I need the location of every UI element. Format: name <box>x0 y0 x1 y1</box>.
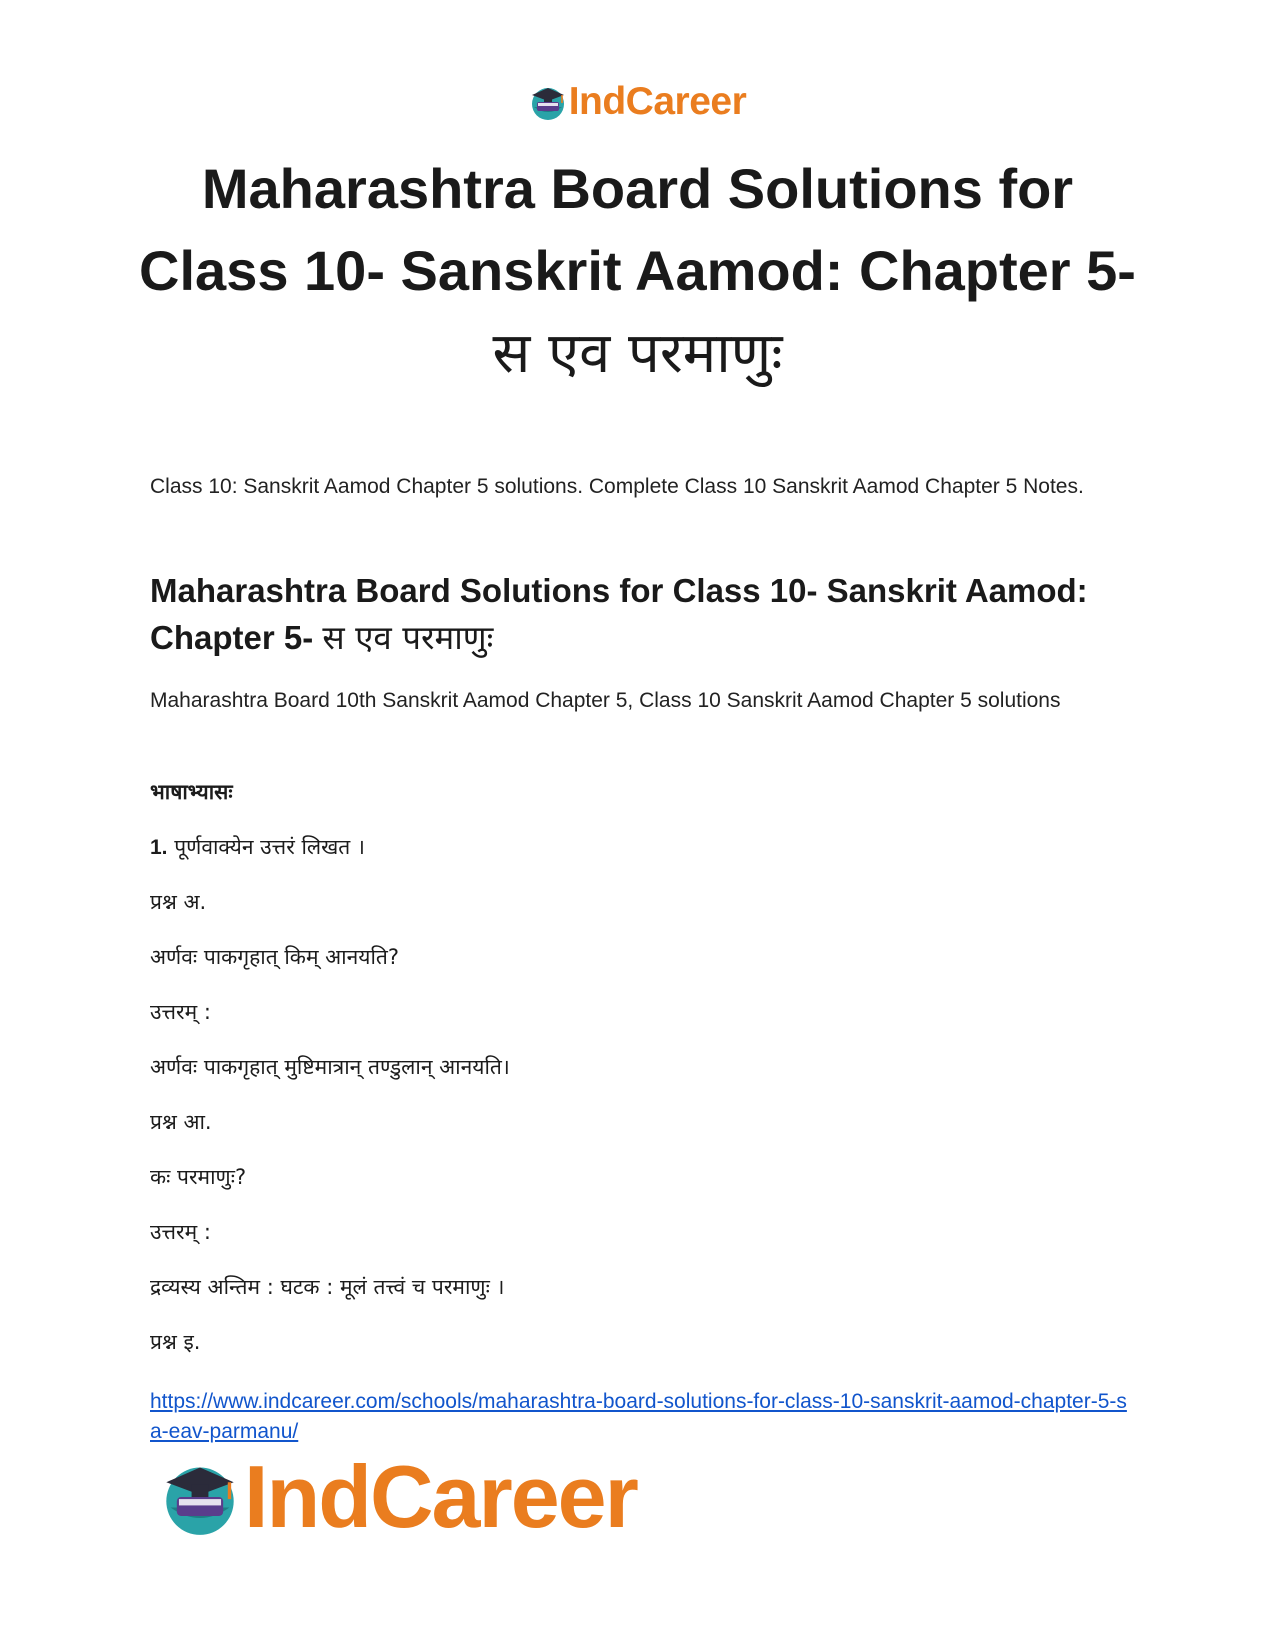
answer-a: अर्णवः पाकगृहात् मुष्टिमात्रान् तण्डुलान् आनयति। <box>150 1055 510 1079</box>
logo-text: IndCareer <box>568 80 747 123</box>
question-1 <box>150 832 1135 863</box>
section-heading-deva: स एव परमाणुः <box>322 618 494 657</box>
question-1-text: पूर्णवाक्येन उत्तरं लिखत । <box>174 835 365 859</box>
uttaram-a: उत्तरम् : <box>150 1000 211 1024</box>
intro-paragraph: Class 10: Sanskrit Aamod Chapter 5 solutions. Complete Class 10 Sanskrit Aamod Chapter 5 Notes. <box>150 475 1084 498</box>
prashna-aa: प्रश्न आ. <box>150 1110 212 1134</box>
section-intro: Maharashtra Board 10th Sanskrit Aamod Chapter 5, Class 10 Sanskrit Aamod Chapter 5 solutions <box>150 689 1061 712</box>
page-title <box>130 148 1145 395</box>
graduation-cap-icon <box>529 83 567 121</box>
header-logo[interactable] <box>0 82 1275 121</box>
section-heading <box>150 567 1135 661</box>
footer-logo[interactable] <box>160 1447 637 1546</box>
exercise-heading <box>150 777 1135 807</box>
question-a: अर्णवः पाकगृहात् किम् आनयति? <box>150 945 400 969</box>
question-1-number: 1. <box>150 836 168 859</box>
question-aa: कः परमाणुः? <box>150 1165 247 1189</box>
title-line-3: स एव परमाणुः <box>492 321 783 386</box>
graduation-cap-icon <box>160 1457 240 1537</box>
prashna-i: प्रश्न इ. <box>150 1330 201 1354</box>
logo-text: IndCareer <box>244 1447 637 1546</box>
title-line-2: Class 10- Sanskrit Aamod: Chapter 5- <box>139 239 1136 302</box>
uttaram-aa: उत्तरम् : <box>150 1220 211 1244</box>
answer-aa: द्रव्यस्य अन्तिम : घटक : मूलं तत्त्वं च परमाणुः । <box>150 1275 505 1299</box>
source-link[interactable]: https://www.indcareer.com/schools/maharashtra-board-solutions-for-class-10-sanskrit-aamod-chapter-5-sa-eav-parmanu/ <box>150 1390 1127 1443</box>
section-heading-en: Maharashtra Board Solutions for Class 10- Sanskrit Aamod: Chapter 5- <box>150 572 1088 656</box>
title-line-1: Maharashtra Board Solutions for <box>201 157 1074 220</box>
exercise-heading-text: भाषाभ्यासः <box>150 780 233 804</box>
prashna-a: प्रश्न अ. <box>150 890 207 914</box>
